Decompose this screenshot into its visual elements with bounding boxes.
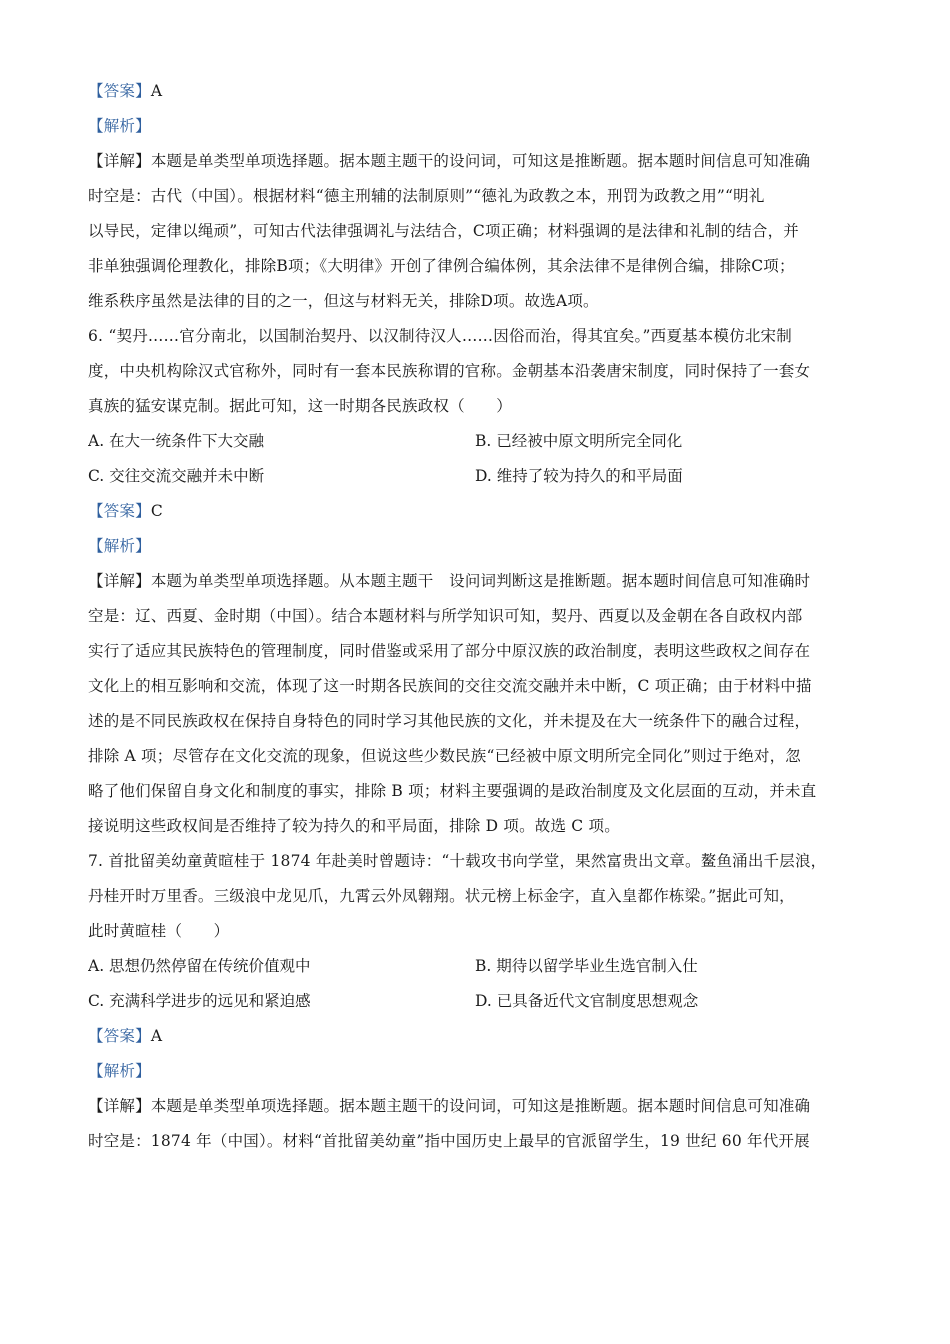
analysis-tag: 【解析】	[88, 117, 151, 135]
q6-option-c: C. 交往交流交融并未中断	[88, 467, 265, 485]
q5-detail-line-3: 以导民，定律以绳顽”，可知古代法律强调礼与法结合，C项正确；材料强调的是法律和礼制的结合，并	[88, 222, 799, 240]
q6-option-b: B. 已经被中原文明所完全同化	[475, 432, 683, 450]
q7-options-row-2	[88, 984, 862, 1019]
q6-detail-line-4: 文化上的相互影响和交流，体现了这一时期各民族间的交往交流交融并未中断，C 项正确；由于材料中描	[88, 677, 812, 695]
q6-detail-line-2: 空是：辽、西夏、金时期（中国）。结合本题材料与所学知识可知，契丹、西夏以及金朝在各自政权内部	[88, 607, 803, 625]
q6-detail-line-6: 排除 A 项；尽管存在文化交流的现象，但说这些少数民族“已经被中原文明所完全同化”则过于绝对，忽	[88, 747, 801, 765]
q6-detail-line-5: 述的是不同民族政权在保持自身特色的同时学习其他民族的文化，并未提及在大一统条件下的融合过程，	[88, 712, 811, 730]
detail-tag: 【详解】	[88, 152, 151, 170]
q7-detail-line-1	[88, 1089, 862, 1124]
answer-tag: 【答案】	[88, 502, 151, 520]
detail-tag: 【详解】	[88, 1097, 151, 1115]
q5-detail-line-1	[88, 144, 862, 179]
q7-option-c: C. 充满科学进步的远见和紧迫感	[88, 992, 311, 1010]
detail-tag: 【详解】	[88, 572, 151, 590]
analysis-tag: 【解析】	[88, 1062, 151, 1080]
q6-answer-line	[88, 494, 862, 529]
q6-detail-line-8: 接说明这些政权间是否维持了较为持久的和平局面，排除 D 项。故选 C 项。	[88, 817, 620, 835]
answer-tag: 【答案】	[88, 82, 151, 100]
q6-stem-line-2: 度，中央机构除汉式官称外，同时有一套本民族称谓的官称。金朝基本沿袭唐宋制度，同时保持了一套女	[88, 362, 811, 380]
q6-options-row-1	[88, 424, 862, 459]
answer-value: A	[150, 82, 163, 100]
q6-option-a: A. 在大一统条件下大交融	[88, 432, 265, 450]
answer-tag: 【答案】	[88, 1027, 151, 1045]
q5-detail-line-4: 非单独强调伦理教化，排除B项；《大明律》开创了律例合编体例，其余法律不是律例合编，排除C项；	[88, 257, 795, 275]
q7-option-a: A. 思想仍然停留在传统价值观中	[88, 957, 311, 975]
q7-option-b: B. 期待以留学毕业生选官制入仕	[475, 957, 698, 975]
q6-detail-line-7: 略了他们保留自身文化和制度的事实，排除 B 项；材料主要强调的是政治制度及文化层面的互动，并未直	[88, 782, 817, 800]
answer-value: C	[150, 502, 163, 520]
q6-analysis-line	[88, 529, 862, 564]
detail-text: 本题是单类型单项选择题。据本题主题干的设问词，可知这是推断题。据本题时间信息可知准确	[150, 152, 811, 170]
q6-detail-line-3: 实行了适应其民族特色的管理制度，同时借鉴或采用了部分中原汉族的政治制度，表明这些政权之间存在	[88, 642, 811, 660]
detail-text: 本题为单类型单项选择题。从本题主题干 设问词判断这是推断题。据本题时间信息可知准确时	[150, 572, 811, 590]
q5-answer-line	[88, 74, 862, 109]
q6-options-row-2	[88, 459, 862, 494]
q7-answer-line	[88, 1019, 862, 1054]
q5-analysis-line	[88, 109, 862, 144]
q7-stem-line-3: 此时黄暄桂（ ）	[88, 922, 230, 940]
q6-detail-line-1	[88, 564, 862, 599]
q7-options-row-1	[88, 949, 862, 984]
q7-stem-line-2: 丹桂开时万里香。三级浪中龙见爪，九霄云外凤翱翔。状元榜上标金字，直入皇都作栋梁。”据此可知，	[88, 887, 795, 905]
q7-analysis-line	[88, 1054, 862, 1089]
q7-detail-line-2: 时空是：1874 年（中国）。材料“首批留美幼童”指中国历史上最早的官派留学生，19 世纪 60 年代开展	[88, 1132, 810, 1150]
q5-detail-line-2: 时空是：古代（中国）。根据材料“德主刑辅的法制原则”“德礼为政教之本，刑罚为政教之用”“明礼	[88, 187, 765, 205]
answer-value: A	[150, 1027, 163, 1045]
detail-text: 本题是单类型单项选择题。据本题主题干的设问词，可知这是推断题。据本题时间信息可知准确	[150, 1097, 811, 1115]
q7-stem-line-1: 7. 首批留美幼童黄暄桂于 1874 年赴美时曾题诗：“十载攻书向学堂，果然富贵出文章。鳌鱼涌出千层浪，	[88, 852, 827, 870]
q7-option-d: D. 已具备近代文官制度思想观念	[475, 992, 699, 1010]
q5-detail-line-5: 维系秩序虽然是法律的目的之一，但这与材料无关，排除D项。故选A项。	[88, 292, 599, 310]
q6-option-d: D. 维持了较为持久的和平局面	[475, 467, 683, 485]
analysis-tag: 【解析】	[88, 537, 151, 555]
q6-stem-line-1: 6. “契丹……官分南北，以国制治契丹、以汉制待汉人……因俗而治，得其宜矣。”西夏基本模仿北宋制	[88, 327, 792, 345]
q6-stem-line-3: 真族的猛安谋克制。据此可知，这一时期各民族政权（ ）	[88, 397, 512, 415]
